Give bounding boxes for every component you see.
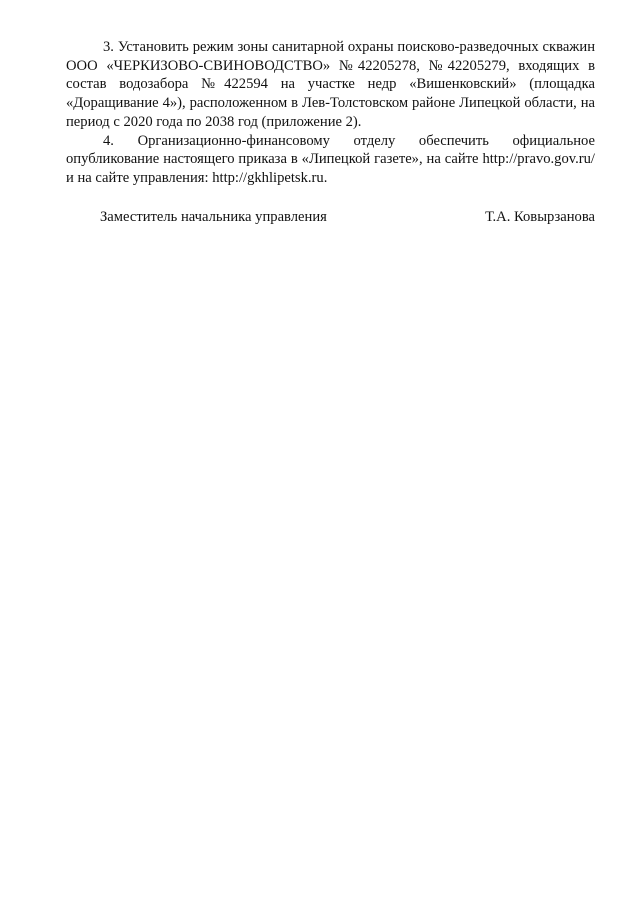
paragraph-item-4: 4. Организационно-финансовому отделу обеспечить официальное опубликование настоящего приказа в «Липецкой газете», на сайте http://pravo.gov.ru/ и на сайте управления: http://gkhlipetsk.ru.	[66, 132, 595, 186]
signature-block	[100, 208, 595, 227]
signatory-position: Заместитель начальника управления	[100, 209, 327, 225]
paragraph-item-3: 3. Установить режим зоны санитарной охраны поисково-разведочных скважин ООО «ЧЕРКИЗОВО-СВИНОВОДСТВО» №42205278, №42205279, входящих в состав водозабора №422594 на участке недр «Вишенковский» (площадка «Доращивание 4»), расположенном в Лев-Толстовском районе Липецкой области, на период с 2020 года по 2038 год (приложение 2).	[66, 39, 595, 130]
document-body	[66, 38, 595, 188]
signatory-name: Т.А. Ковырзанова	[485, 209, 595, 225]
